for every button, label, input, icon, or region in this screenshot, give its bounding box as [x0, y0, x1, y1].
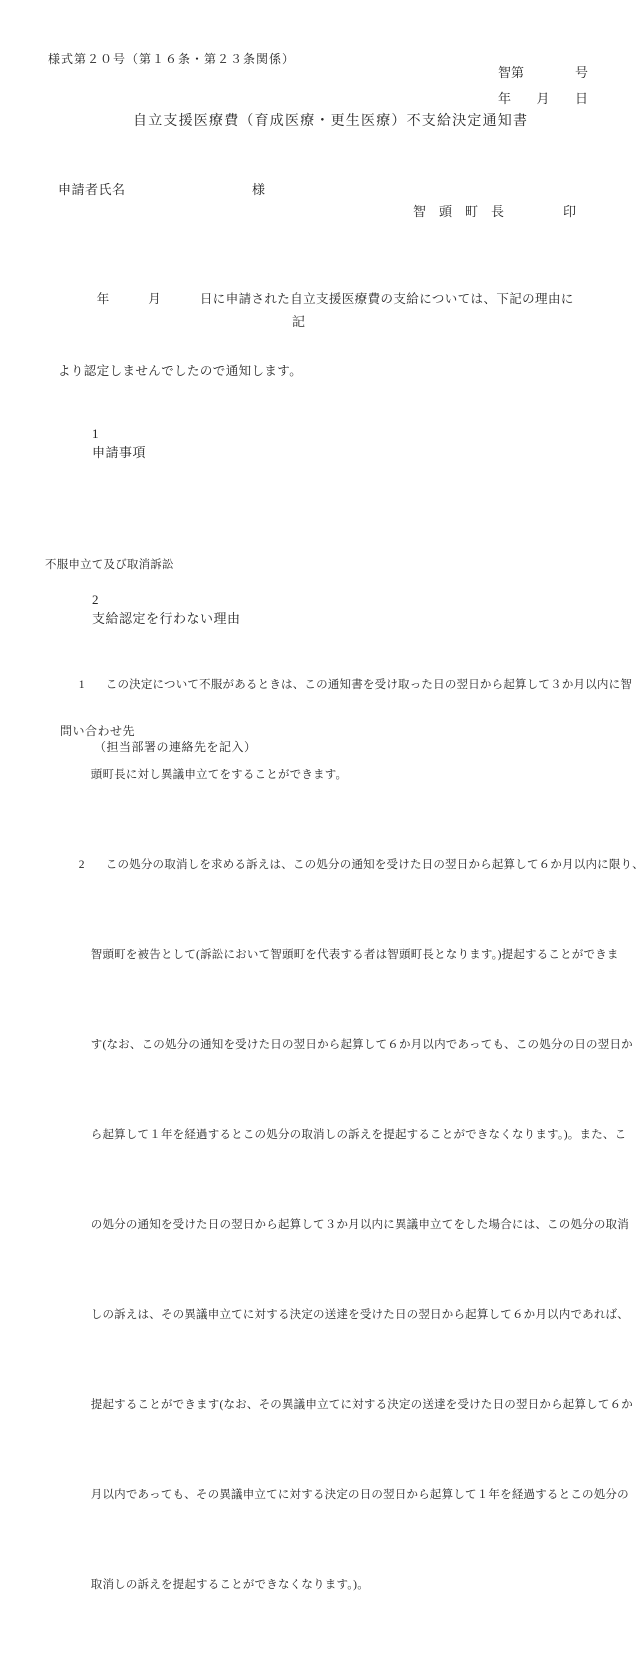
document-number-line — [498, 62, 588, 81]
appeal-line-text: 月以内であっても、その異議申立てに対する決定の日の翌日から起算して１年を経過するとこの処分の — [90, 1489, 629, 1501]
appeal-line — [60, 1023, 644, 1068]
appeal-line — [48, 663, 644, 708]
list-item-label: 支給認定を行わない理由 — [92, 611, 241, 626]
honorific-label: 様 — [252, 182, 266, 197]
appeal-line-text: ら起算して１年を経過するとこの処分の取消しの訴えを提起することができなくなります。)。また、こ — [90, 1129, 627, 1141]
appeal-line-text: の処分の通知を受けた日の翌日から起算して３か月以内に異議申立てをした場合には、この処分の取消 — [90, 1219, 629, 1231]
notification-line-1: 年 月 日に申請された自立支援医療費の支給については、下記の理由に — [58, 292, 574, 306]
seal-label: 印 — [563, 204, 577, 219]
date-year-label: 年 — [498, 91, 512, 106]
date-day-label: 日 — [574, 91, 588, 106]
appeal-line-text: この決定について不服があるときは、この通知書を受け取った日の翌日から起算して３か月以内に智 — [105, 679, 633, 691]
appeal-line — [60, 1203, 644, 1248]
document-number-suffix: 号 — [574, 65, 588, 80]
appeal-line — [48, 843, 644, 888]
appeal-line — [60, 1293, 644, 1338]
appeal-line-text: 智頭町を被告として(訴訟において智頭町を代表する者は智頭町長となります。)提起することができま — [90, 949, 619, 961]
appeal-line-text: しの訴えは、その異議申立てに対する決定の送達を受けた日の翌日から起算して６か月以内であれば、 — [90, 1309, 629, 1321]
appeal-line — [60, 753, 644, 798]
appeal-line-text: 取消しの訴えを提起することができなくなります。)。 — [90, 1579, 369, 1591]
list-item — [62, 410, 241, 477]
appeal-line-text: す(なお、この処分の通知を受けた日の翌日から起算して６か月以内であっても、この処分の日の翌日か — [90, 1039, 633, 1051]
appeal-heading: 不服申立て及び取消訴訟 — [45, 559, 174, 571]
list-item-label: 申請事項 — [92, 445, 147, 460]
appeal-line-text: 提起することができます(なお、その異議申立てに対する決定の送達を受けた日の翌日から起算して６か — [90, 1399, 633, 1411]
appeal-line — [60, 1563, 644, 1608]
appeal-line-text: この処分の取消しを求める訴えは、この処分の通知を受けた日の翌日から起算して６か月以内に限り、 — [105, 859, 644, 871]
form-number: 様式第２０号（第１６条・第２３条関係） — [48, 52, 296, 66]
appeal-section — [45, 528, 644, 1668]
appeal-lines — [45, 603, 644, 1638]
appeal-line-text: 頭町長に対し異議申立てをすることができます。 — [90, 769, 348, 781]
appeal-line — [60, 933, 644, 978]
applicant-name-label: 申請者氏名 — [58, 182, 126, 197]
contact-heading: 問い合わせ先 — [60, 724, 136, 738]
list-item-number: 2 — [92, 592, 99, 607]
appeal-line-number: 2 — [78, 859, 85, 871]
appeal-line — [60, 1473, 644, 1518]
record-separator: 記 — [292, 314, 306, 329]
list-item-number: 1 — [92, 426, 99, 441]
page-title: 自立支援医療費（育成医療・更生医療）不支給決定通知書 — [133, 114, 529, 129]
document-number-prefix: 智第 — [498, 65, 525, 80]
issue-date-line — [498, 88, 588, 107]
appeal-line — [60, 1383, 644, 1428]
appeal-line-number: 1 — [78, 679, 85, 691]
contact-note: （担当部署の連絡先を記入） — [94, 740, 257, 754]
date-month-label: 月 — [536, 91, 550, 106]
notification-line-2: より認定しませんでしたので通知します。 — [58, 364, 303, 378]
appeal-line — [60, 1113, 644, 1158]
issuer-title: 智 頭 町 長 — [413, 204, 505, 219]
